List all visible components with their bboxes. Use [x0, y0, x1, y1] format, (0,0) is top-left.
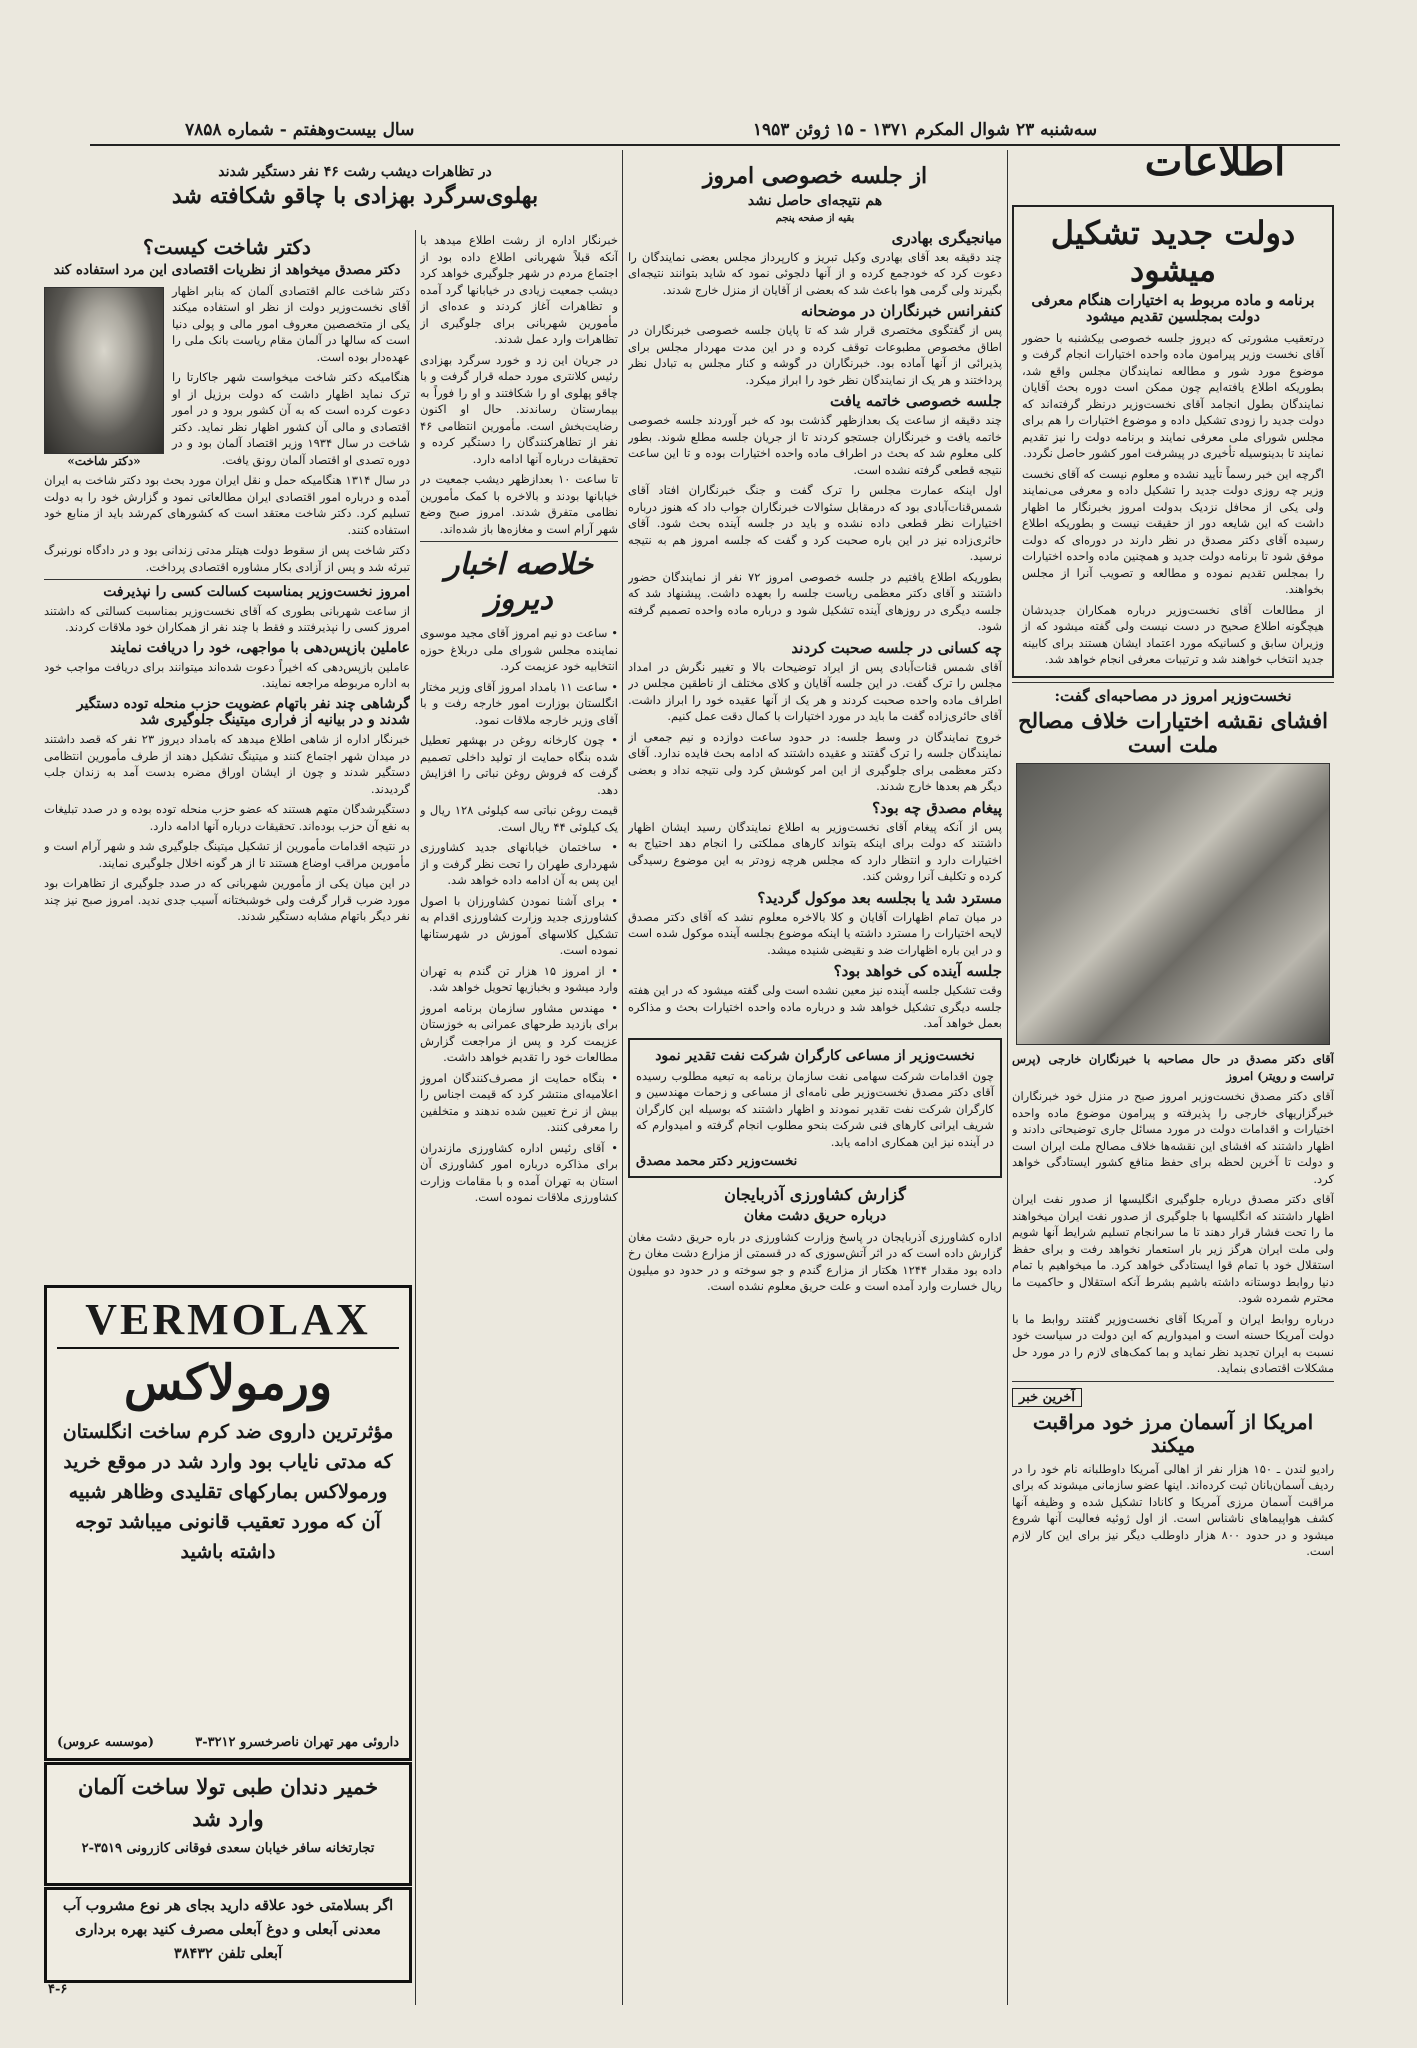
portrait-caption: «دکتر شاخت» [67, 453, 141, 468]
section-divider [1012, 1381, 1334, 1382]
section-heading: کنفرانس خبرنگاران در موضحانه [800, 302, 1002, 321]
article-paragraph: در این میان یکی از مأمورین شهربانی که در صدد جلوگیری از تظاهرات بود مورد ضرب قرار گرفت ولی خوشبختانه آسیب جدی ندید. امروز صبح نیز چند نفر دیگر باتهام مشابه دستگیر شدند. [44, 876, 410, 924]
schacht-subheadline: دکتر مصدق میخواهد از نظریات اقتصادی این مرد استفاده کند [53, 262, 401, 278]
lead-story-box [1012, 205, 1334, 678]
article-paragraph: هنگامیکه دکتر شاخت میخواست شهر جاکارتا را ترک نماید اظهار داشت که دولت برزیل از او دعوت کرده است که به آن کشور برود و در امور اقتصادی و مالی آن کشور اظهار نظر نماید. دکتر شاخت در سال ۱۹۳۴ وزیر اقتصاد آلمان بود و در دوره تصدی او اقتصاد آلمان رونق یافت. [172, 370, 410, 467]
ad-title: خمیر دندان طبی تولا ساخت آلمان وارد شد [77, 1774, 379, 1831]
box-headline: نخست‌وزیر از مساعی کارگران شرکت نفت تقدیر نمود [655, 1047, 975, 1064]
section-heading: امروز نخست‌وزیر بمناسبت کسالت کسی را نپذیرفت [103, 584, 410, 601]
ad-address: تجارتخانه سافر خیابان سعدی فوقانی کازرونی ۳۵۱۹-۲ [81, 1841, 375, 1856]
ad-footer: داروئی مهر تهران ناصرخسرو ۳۲۱۲-۳ [195, 1735, 399, 1750]
article-paragraph: بطوریکه اطلاع یافتیم در جلسه خصوصی امروز ۷۲ نفر از نمایندگان حضور داشتند و آقای دکتر معظمی ریاست جلسه را بعهده داشت. پیشنهاد شد که جلسه دیگری در روزهای آینده تشکیل شود و درباره ماده واحده تصمیم گرفته شود. [628, 569, 1002, 634]
interview-paragraph: آقای دکتر مصدق درباره جلوگیری انگلیسها از صدور نفت ایران اظهار داشتند که انگلیسها با جلوگیری از صدور نفت ایران میخواهند ما را تحت فشار قرار دهند تا ما سرانجام تسلیم شرایط آنها شویم ولی ملت ایران هرگز زیر بار استعمار نخواهد رفت و برای حفظ استقلال خود با تمام قوا ایستادگی خواهد کرد. ما میخواهیم با تمام دنیا روابط دوستانه داشته باشیم بشرط آنکه استقلال و حاکمیت ما محترم شمرده شود. [1012, 1192, 1334, 1306]
report-subheadline: درباره حریق دشت مغان [743, 1208, 887, 1225]
section-heading: مسترد شد یا بجلسه بعد موکول گردید؟ [757, 888, 1002, 907]
photo-caption: آقای دکتر مصدق در حال مصاحبه با خبرنگاران خارجی (پرس تراست و رویتر) امروز [1012, 1052, 1334, 1083]
article-paragraph: چند دقیقه بعد آقای بهادری وکیل تبریز و کارپرداز مجلس بعضی نمایندگان را دعوت کرد که خودجمع کرده و از آنها دلجوئی نمود که شاید بتوانند نتیجه‌ای بگیرند ولی گرمی هوا باعث شد که بعضی از آقایان از منزل خارج شدند. [628, 249, 1002, 297]
interview-headline: افشای نقشه اختیارات خلاف مصالح ملت است [1018, 707, 1328, 758]
lead-paragraph: درتعقیب مشورتی که دیروز جلسه خصوصی بیکشنبه با حضور آقای نخست وزیر پیرامون ماده واحده اختیارات انجام گرفت و موضوع مورد شور و مطالعه نمایندگان مجلس واقع شد، بطوریکه اطلاع یافته‌ایم چون ممکن است دوره بحث آقایان نمایندگان بطول انجامد آقای نخست‌وزیر درنظر گرفته‌اند که دولت جدید را زودی تشکیل داده و موضوع اختیارات را هم برای مجلس شورای ملی معرفی نمایند و برنامه دولت را نیز تقدیم نمایند تا بدینوسیله تأخیری در پیشرفت امور کشور حاصل نگردد. [1022, 330, 1324, 461]
late-news-paragraph: رادیو لندن ـ ۱۵۰ هزار نفر از اهالی آمریکا داوطلبانه نام خود را در ردیف آسمان‌بانان ثبت کرده‌اند. اینها عضو سازمانی میشوند که برای مراقبت آسمان مرزی آمریکا و کانادا تشکیل شده و وظیفه آنها کشف هواپیماهای ناشناس است. از اول ژوئیه فعالیت آنها شروع میشود و در حدود ۸۰۰ هزار داوطلب دیگر نیز برای این کار لازم است. [1012, 1461, 1334, 1559]
summary-item: • ساعت ۱۱ بامداد امروز آقای وزیر مختار انگلستان بوزارت امور خارجه رفت و با آقای وزیر خارجه ملاقات نمود. [420, 679, 618, 727]
interview-photo [1016, 763, 1330, 1045]
article-paragraph: خبرنگار اداره از شاهی اطلاع میدهد که بامداد دیروز ۲۳ نفر که قصد داشتند در میدان شهر اجتماع کنند و میتینگ تشکیل دهند از طرف مأمورین انتظامی دستگیر شدند و چون از ایشان اوراق مضره بدست آمد به زندان جلب گردیدند. [44, 732, 410, 796]
interview-paragraph: درباره روابط ایران و آمریکا آقای نخست‌وزیر گفتند روابط ما با دولت آمریکا حسنه است و امیدواریم که این دولت در سیاست خود نسبت به ایران تجدید نظر نماید و بما کمک‌های لازم را در مورد حل مشکلات اقتصادی بنماید. [1012, 1311, 1334, 1376]
article-paragraph: پس از گفتگوی مختصری قرار شد که تا پایان جلسه خصوصی خبرنگاران در اطاق مخصوص مطبوعات توقف کرده و در این مدت مهردار مجلس برای پذیرائی از آنها آماده بود. خبرنگاران در گوشه و کنار مجلس به تبادل نظر پرداختند و هر یک از نمایندگان نظر خود را ابراز میکرد. [628, 323, 1002, 387]
masthead-logo: اطلاعات [1144, 138, 1286, 185]
schacht-portrait-wrap [44, 287, 164, 468]
article-paragraph: پس از آنکه پیغام آقای نخست‌وزیر به اطلاع نمایندگان رسید ایشان اظهار داشتند که دولت برای اینکه بتواند کارهای مملکتی را انجام دهد احتیاج به اختیارات دارد و انتظار دارد که مجلس هرچه زودتر به این موضوع رسیدگی کرده و تکلیف آنرا روشن کند. [628, 819, 1002, 884]
lead-headline: دولت جدید تشکیل میشود [1050, 214, 1296, 289]
summary-item: • برای آشنا نمودن کشاورزان با اصول کشاورزی جدید وزارت کشاورزی اقدام به تشکیل کلاسهای آموزش در شهرستانها نموده است. [420, 893, 618, 957]
rasht-headline: بهلوی‌سرگرد بهزادی با چاقو شکافته شد [171, 183, 539, 210]
section-heading: گرشاهی چند نفر باتهام عضویت حزب منحله توده دستگیر شدند و در بیانیه از فراری میتینگ جلوگیری شد [76, 695, 410, 729]
summary-item: • بنگاه حمایت از مصرف‌کنندگان امروز اعلامیه‌ای منتشر کرد که قیمت اجناس را بیش از نرخ تعیین شده ندهند و متخلفین را معرفی کنند. [420, 1070, 618, 1134]
toothpaste-ad [44, 1762, 412, 1886]
article-paragraph: عاملین بازپس‌دهی که اخیراً دعوت شده‌اند میتوانند برای دریافت مواجب خود به اداره مربوطه مراجعه نمایند. [44, 659, 410, 691]
article-paragraph: در جریان این زد و خورد سرگرد بهزادی رئیس کلانتری مورد حمله قرار گرفت و با چاقو پهلوی او را شکافتند و او را فوراً به بیمارستان رساندند. حال او اکنون رضایت‌بخش است. مأمورین انتظامی ۴۶ نفر از تظاهرکنندگان را دستگیر کرده و تحقیقات درباره آنها ادامه دارد. [420, 352, 618, 466]
article-paragraph: آقای شمس قنات‌آبادی پس از ایراد توضیحات بالا و تغییر نگرش در امداد مجلس را ترک گفت. در این جلسه آقایان و کلای مختلف از ناطقین مجلس در اطراف ماده واحده صحبت کردند و هر یک از آنها عقیده خود را ابراز داشت. آقای حائری‌زاده گفت ما باید در مورد اختیارات با کمال دقت عمل کنیم. [628, 659, 1002, 724]
article-paragraph: دکتر شاخت عالم اقتصادی آلمان که بنابر اظهار آقای نخست‌وزیر دولت از نظر او استفاده میکند یکی از متخصصین معروف امور مالی و پولی دنیا است که سالها در آلمان مقام ریاست بانک ملی را عهده‌دار بوده است. [172, 283, 410, 364]
article-paragraph: اول اینکه عمارت مجلس را ترک گفت و جنگ خبرنگاران افتاد آقای شمس‌قنات‌آبادی بود که درمقابل سئوالات خبرنگاران جواب داد که هنوز درباره اختیارات نظر قطعی داده نشده و باید در جلسه آینده بحث شود. آقای حائری‌زاده نیز در این باره صحبت کرد و گفت که جلسه امروز هم به نتیجه نرسید. [628, 483, 1002, 564]
box-paragraph: چون اقدامات شرکت سهامی نفت سازمان برنامه به تبعیه مطلوب رسیده آقای دکتر مصدق نخست‌وزیر طی نامه‌ای از مساعی و زحمات مهندسین و کارگران شرکت نفت تقدیر نمودند و اظهار داشتند که بوسیله این کارگران شریف ایرانی کارهای فنی شرکت بنحو مطلوب انجام گرفته و امیدوارم که در آینده نیز این همکاری ادامه یابد. [636, 1068, 994, 1149]
interview-paragraph: آقای دکتر مصدق نخست‌وزیر امروز صبح در منزل خود خبرنگاران خبرگزاریهای خارجی را پذیرفته و پیرامون موضوع ماده واحده اختیارات و اقدامات دولت در مورد مسائل جاری توضیحاتی دادند و اظهار داشتند که افشای این نقشه‌ها خلاف مصالح ملت ایران است و دولت تا آخرین لحظه برای حفظ منافع کشور ایستادگی خواهد کرد. [1012, 1089, 1334, 1186]
summary-item: • ساختمان خیابانهای جدید کشاورزی شهرداری طهران را تحت نظر گرفت و از این پس به آن ادامه داده خواهد شد. [420, 840, 618, 887]
rasht-kicker: در تظاهرات دیشب رشت ۴۶ نفر دستگیر شدند [218, 164, 492, 180]
article-paragraph: تا ساعت ۱۰ بعدازظهر دیشب جمعیت در خیابانها بودند و بالاخره با کمک مأمورین نظامی متفرق شدند. امروز صبح وضع شهر آرام است و مغازه‌ها باز شده‌اند. [420, 472, 618, 536]
summary-item: • مهندس مشاور سازمان برنامه امروز برای بازدید طرحهای عمرانی به خوزستان عزیمت کرد و پس از مراجعت گزارش مطالعات خود را تقدیم خواهد داشت. [420, 1000, 618, 1064]
ad-body: مؤثرترین داروی ضد کرم ساخت انگلستان که مدتی نایاب بود وارد شد در موقع خرید ورمولاکس بمارکهای تقلیدی وظاهر شبیه آن که مورد تعقیب قانونی میباشد توجه داشته باشید [62, 1421, 394, 1563]
column-rasht [420, 232, 618, 2005]
issue-date: سه‌شنبه ۲۳ شوال المکرم ۱۳۷۱ - ۱۵ ژوئن ۱۹۵۳ [752, 120, 1098, 140]
section-divider [1012, 682, 1334, 683]
article-paragraph: خروج نمایندگان در وسط جلسه: در حدود ساعت دوازده و نیم جمعی از نمایندگان جلسه را ترک گفتند و عقیده داشتند که ادامه بحث فایده ندارد. آقای دکتر معظمی برای جلوگیری از این امر کوشش کرد ولی نتیجه نداد و بعضی دیگر هم بعدها خارج شدند. [628, 729, 1002, 794]
section-heading: جلسه خصوصی خاتمه یافت [830, 392, 1002, 411]
schacht-headline: دکتر شاخت کیست؟ [143, 235, 311, 259]
ad-brand-latin: VERMOLAX [57, 1294, 399, 1349]
issue-number: سال بیست‌وهفتم - شماره ۷۸۵۸ [185, 120, 415, 140]
article-paragraph: دکتر شاخت پس از سقوط دولت هیتلر مدتی زندانی بود و در دادگاه نورنبرگ تبرئه شد و پس از آزادی بکار مشاوره اقتصادی پرداخت. [44, 543, 410, 574]
section-heading: عاملین بازپس‌دهی با مواجهی، خود را دریافت نمایند [110, 639, 410, 656]
parliament-headline: از جلسه خصوصی امروز [702, 163, 928, 189]
page-header [90, 118, 1340, 146]
column-schacht [44, 232, 410, 1277]
vermolax-ad [44, 1285, 412, 1761]
late-news-label: آخرین خبر [1012, 1388, 1082, 1407]
section-divider [420, 541, 618, 542]
mineral-water-ad [44, 1887, 412, 1983]
article-paragraph: در سال ۱۳۱۴ هنگامیکه حمل و نقل ایران مورد بحث بود دکتر شاخت به ایران آمده و درباره امور اقتصادی ایران مطالعاتی نمود و گزارش خود را به دولت تسلیم کرد. دکتر شاخت معتقد است که کشورهای کم‌رشد باید از منابع خود استفاده کنند. [44, 473, 410, 537]
interview-kicker: نخست‌وزیر امروز در مصاحبه‌ای گفت: [1054, 686, 1292, 705]
article-paragraph: در میان تمام اظهارات آقایان و کلا بالاخره معلوم نشد که آقای دکتر مصدق لایحه اختیارات را مسترد داشته یا اینکه موضوع بجلسه آینده موکول شده است و در این باره اظهارات ضد و نقیضی شنیده میشد. [628, 909, 1002, 957]
lead-paragraph: اگرچه این خبر رسماً تأیید نشده و معلوم نیست که آقای نخست وزیر چه روزی دولت جدید را تشکیل داده و معرفی می‌نمایند ولی یکی از محافل نزدیک بدولت امروز بخبرنگار ما اظهار داشت که این شایعه دور از حقیقت نیست و بطوریکه اطلاع رسیده آقای دکتر مصدق در نظر دارند در دوره‌ای که دولت موفق شود تا برنامه دولت جدید و همچنین ماده واحده اختیارات را بمجلس تقدیم نموده و مطالعه و تصویب آنرا از مجلس بخواهند. [1022, 466, 1324, 597]
report-paragraph: اداره کشاورزی آذربایجان در پاسخ وزارت کشاورزی در باره حریق دشت مغان گزارش داده است که در اثر آتش‌سوزی که در قسمتی از مزارع دشت مغان رخ داده بود مقدار ۱۲۴۴ هکتار از مزارع گندم و جو سوخته و در حدود دو میلیون ریال خسارت وارد آمده است و علت حریق معلوم نشده است. [628, 1229, 1002, 1294]
summary-item: • چون کارخانه روغن در بهشهر تعطیل شده بنگاه حمایت از تولید داخلی تصمیم گرفت که فروش روغن نباتی را افزایش دهد. [420, 733, 618, 797]
late-news-headline: امریکا از آسمان مرز خود مراقبت میکند [1032, 1409, 1314, 1457]
article-paragraph: دستگیرشدگان متهم هستند که عضو حزب منحله توده بوده و در صدد تبلیغات به نفع آن حزب بوده‌اند. تحقیقات درباره آنها ادامه دارد. [44, 802, 410, 833]
summary-item: قیمت روغن نباتی سه کیلوئی ۱۲۸ ریال و یک کیلوئی ۴۴ ریال است. [420, 803, 618, 834]
column-rule [1007, 150, 1008, 2005]
article-paragraph: وقت تشکیل جلسه آینده نیز معین نشده است ولی گفته میشود که در این هفته جلسه دیگری تشکیل خواهد شد و درباره ماده واحده اختیارات بحث و مذاکره بعمل خواهد آمد. [628, 983, 1002, 1031]
summary-title: خلاصه اخبار دیروز [444, 547, 593, 617]
ad-brand-persian: ورمولاکس [123, 1355, 333, 1411]
summary-item: • ساعت دو نیم امروز آقای مجید موسوی نماینده مجلس شورای ملی دربلاغ حوزه انتخابیه خود عزیمت کرد. [420, 626, 618, 673]
column-rule [415, 230, 416, 2005]
box-signature: نخست‌وزیر دکتر محمد مصدق [636, 1154, 798, 1170]
lead-subheadline: برنامه و ماده مربوط به اختیارات هنگام معرفی دولت بمجلسین تقدیم میشود [1031, 291, 1315, 326]
summary-item: • آقای رئیس اداره کشاورزی مازندران برای مذاکره درباره امور کشاورزی آن استان به تهران آمده و با مقامات وزارت کشاورزی ملاقات نموده است. [420, 1140, 618, 1204]
column-main-news [1012, 205, 1334, 2005]
schacht-portrait [44, 287, 164, 454]
ad-tag: (موسسه عروس) [57, 1735, 155, 1750]
column-rule [622, 150, 623, 2005]
parliament-subheadline: هم نتیجه‌ای حاصل نشد [747, 193, 883, 210]
ad-text: اگر بسلامتی خود علاقه دارید بجای هر نوع مشروب آب معدنی آبعلی و دوغ آبعلی مصرف کنید بهره برداری آبعلی تلفن ۳۸۴۳۲ [62, 1897, 394, 1962]
oil-workers-box [628, 1038, 1002, 1178]
section-heading: جلسه آینده کی خواهد بود؟ [833, 962, 1002, 981]
article-paragraph: چند دقیقه از ساعت یک بعدازظهر گذشت بود که خبر آوردند جلسه خصوصی خاتمه یافت و خبرنگاران جستجو کردند تا از جریان جلسه مطلع شوند. بطور کلی معلوم شد که بحث در اطراف ماده واحده اختیارات بوده و تا این ساعت نتیجه قطعی گرفته نشده است. [628, 413, 1002, 477]
section-heading: میانجیگری بهادری [891, 228, 1002, 247]
report-headline: گزارش کشاورزی آذربایجان [724, 1185, 906, 1205]
section-divider [44, 579, 410, 580]
rasht-banner [95, 160, 615, 228]
article-paragraph: از ساعت شهربانی بطوری که آقای نخست‌وزیر بمناسبت کسالتی که داشتند امروز کسی را نپذیرفتند و فقط با چند نفر از همکاران خود ملاقات کردند. [44, 603, 410, 635]
summary-item: • از امروز ۱۵ هزار تن گندم به تهران وارد میشود و بخبازیها تحویل خواهد شد. [420, 963, 618, 994]
page-code: ۴-۶ [48, 1982, 68, 1997]
article-paragraph: در نتیجه اقدامات مأمورین از تشکیل میتینگ جلوگیری شد و شهر آرام است و مأمورین مراقب اوضاع هستند تا از هر گونه اخلال جلوگیری نمایند. [44, 839, 410, 870]
article-paragraph: خبرنگار اداره از رشت اطلاع میدهد با آنکه قبلاً شهربانی اطلاع داده بود از اجتماع مردم در شهر جلوگیری خواهد کرد دیشب جمعیت زیادی در خیابانها گرد آمده و تظاهرات آغاز کردند و عده‌ای از مأمورین شهربانی برای جلوگیری از تظاهرات وارد عمل شدند. [420, 233, 618, 346]
column-parliament [628, 160, 1002, 2005]
lead-paragraph: از مطالعات آقای نخست‌وزیر درباره همکاران جدیدشان هیچگونه اطلاع صحیح در دست نیست ولی گفته میشود که از وزیران سابق و کسانیکه مورد اعتماد ایشان هستند برای کابینه جدید انتخاب خواهند شد و ترتیبات معرفی انجام خواهد شد. [1022, 602, 1324, 667]
continued-note: بقیه از صفحه پنجم [775, 213, 855, 225]
section-heading: چه کسانی در جلسه صحبت کردند [791, 638, 1002, 657]
section-heading: پیغام مصدق چه بود؟ [872, 798, 1002, 817]
